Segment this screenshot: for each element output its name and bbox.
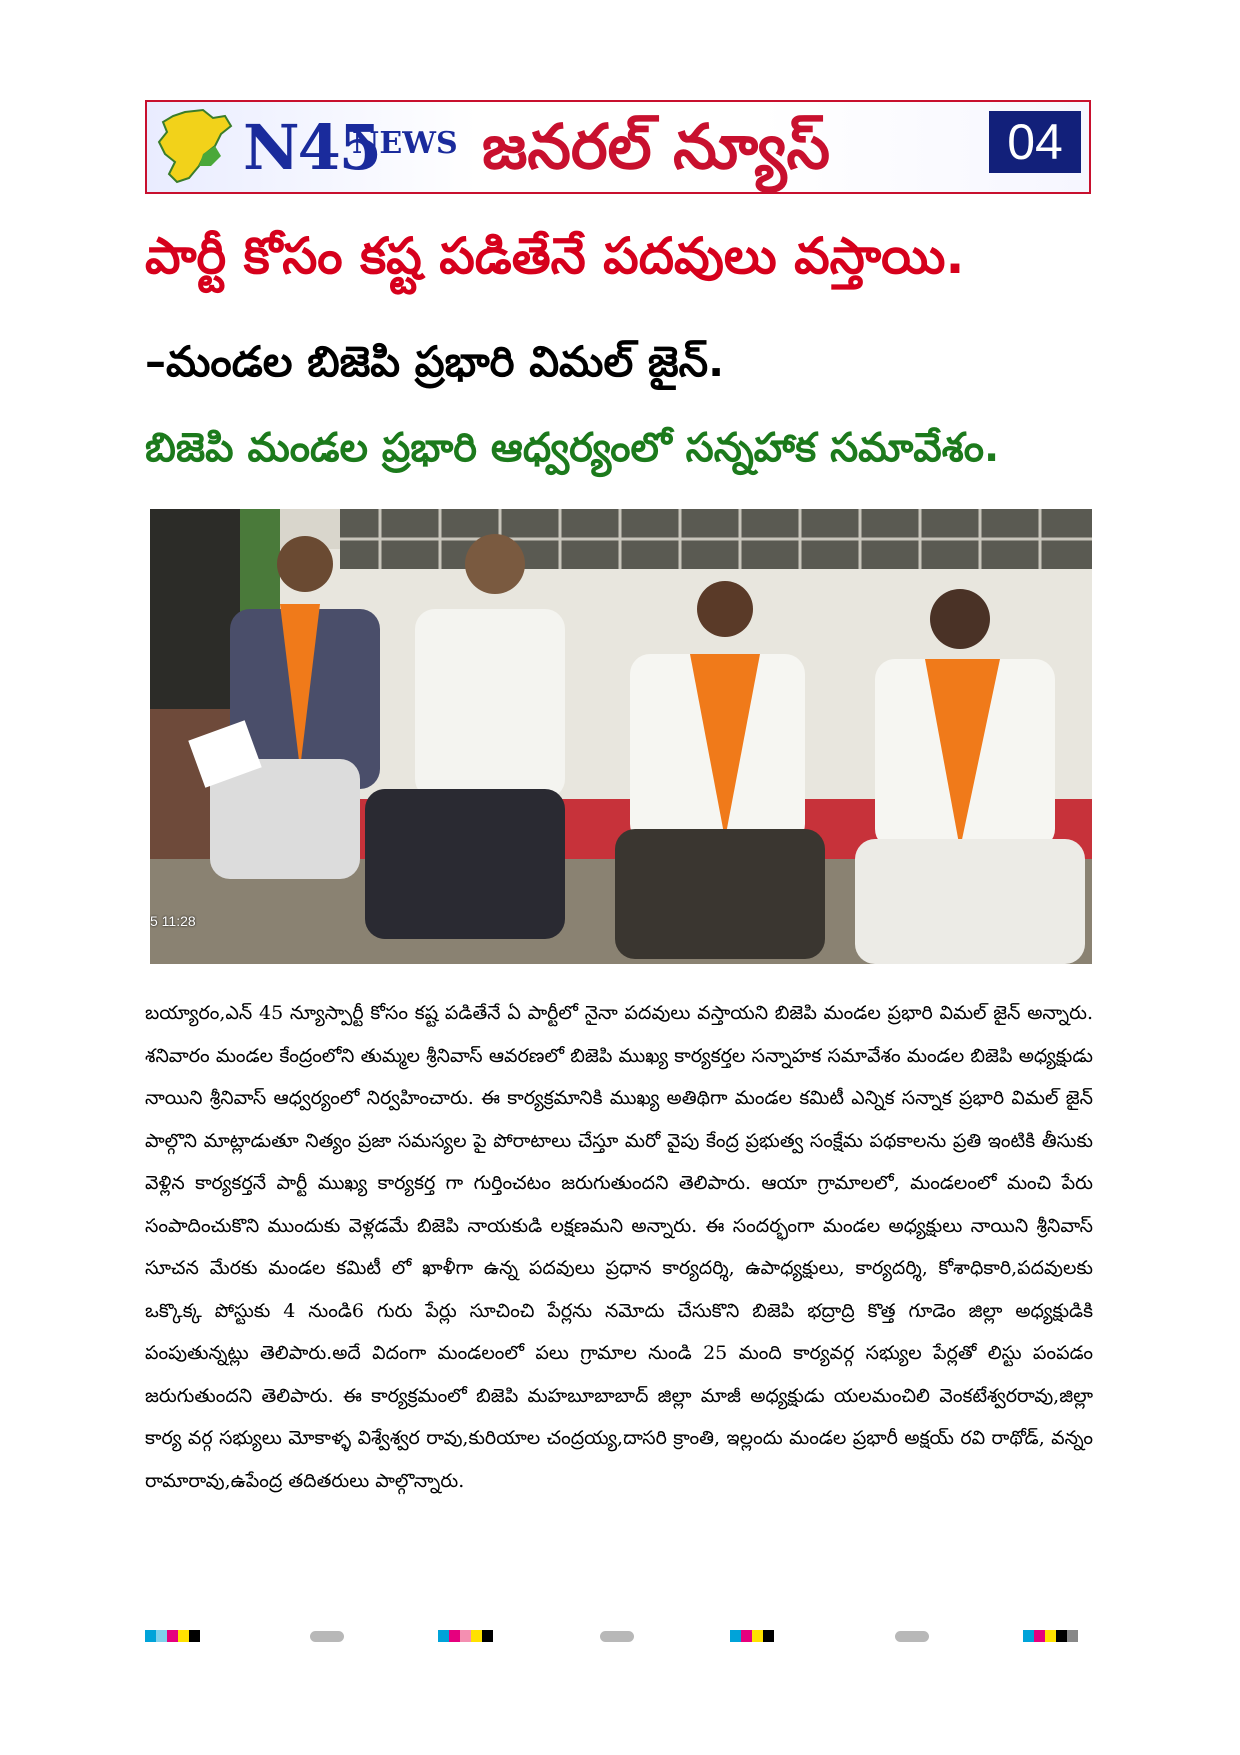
article-headline: పార్టీ కోసం కష్ట పడితేనే పదవులు వస్తాయి. bbox=[145, 227, 965, 285]
section-title: జనరల్ న్యూస్ bbox=[482, 110, 831, 183]
color-bar-3 bbox=[730, 1630, 785, 1642]
article-body: బయ్యారం,ఎన్ 45 న్యూస్పార్టీ కోసం కష్ట పడితేనే ఏ పార్టీలో నైనా పదవులు వస్తాయని బిజెపి మండల ప్రభారి విమల్ జైన్ అన్నారు. శనివారం మండల కేంద్రంలోని తుమ్మల శ్రీనివాస్ ఆవరణలో బిజెపి ముఖ్య కార్యకర్తల సన్నాహక సమావేశం మండల బిజెపి అధ్యక్షుడు నాయిని శ్రీనివాస్ ఆధ్వర్యంలో నిర్వహించారు. ఈ కార్యక్రమానికి ముఖ్య అతిథిగా మండల కమిటీ ఎన్నిక సన్నాక ప్రభారి విమల్ జైన్ పాల్గొని మాట్లాడుతూ నిత్యం ప్రజా సమస్యల పై పోరాటాలు చేస్తూ మరో వైపు కేంద్ర ప్రభుత్వ సంక్షేమ పథకాలను ప్రతి ఇంటికి తీసుకు వెళ్లిన కార్యకర్తనే పార్టీ ముఖ్య కార్యకర్త గా గుర్తించటం జరుగుతుందని తెలిపారు. ఆయా గ్రామాలలో, మండలంలో మంచి పేరు సంపాదించుకొని ముందుకు వెళ్లడమే బిజెపి నాయకుడి లక్షణమని అన్నారు. ఈ సందర్భంగా మండల అధ్యక్షులు నాయిని శ్రీనివాస్ సూచన మేరకు మండల కమిటీ లో ఖాళీగా ఉన్న పదవులు ప్రధాన కార్యదర్శి, ఉపాధ్యక్షులు, కార్యదర్శి, కోశాధికారి,పదవులకు ఒక్కొక్క పోస్టుకు 4 నుండి6 గురు పేర్లు సూచించి పేర్లను నమోదు చేసుకొని బిజెపి భద్రాద్రి కొత్త గూడెం జిల్లా అధ్యక్షుడికి పంపుతున్నట్లు తెలిపారు.అదే విదంగా మండలంలో పలు గ్రామాల నుండి 25 మంది కార్యవర్గ సభ్యుల పేర్లతో లిస్టు పంపడం జరుగుతుందని తెలిపారు. ఈ కార్యక్రమంలో బిజెపి మహబూబాబాద్ జిల్లా మాజీ అధ్యక్షుడు యలమంచిలి వెంకటేశ్వరరావు,జిల్లా కార్య వర్గ సభ్యులు మోకాళ్ళ విశ్వేశ్వర రావు,కురియాల చంద్రయ్య,దాసరి క్రాంతి, ఇల్లందు మండల ప్రభారీ అక్షయ్ రవి రాథోడ్, వన్నం రామారావు,ఉపేంద్ర తదితరులు పాల్గొన్నారు. bbox=[145, 1002, 1093, 1492]
meeting-photo-illustration bbox=[150, 509, 1092, 964]
brand-logo-n45: N45 bbox=[243, 111, 380, 184]
registration-pill-3 bbox=[895, 1631, 929, 1642]
page-number-badge: 04 bbox=[989, 111, 1081, 173]
brand-logo-news: NEWS bbox=[352, 126, 458, 161]
registration-pill-1 bbox=[310, 1631, 344, 1642]
article-subheadline: –మండల బిజెపి ప్రభారి విమల్ జైన్. bbox=[145, 337, 725, 386]
article-photo bbox=[150, 509, 1092, 964]
photo-timestamp: 5 11:28 bbox=[150, 913, 196, 929]
masthead bbox=[145, 100, 1091, 194]
color-bar-4 bbox=[1023, 1630, 1078, 1642]
state-map-logo bbox=[155, 108, 235, 186]
registration-pill-2 bbox=[600, 1631, 634, 1642]
color-bar-1 bbox=[145, 1630, 200, 1642]
print-registration-marks bbox=[145, 1630, 1095, 1646]
article-subheadline-secondary: బిజెపి మండల ప్రభారి ఆధ్వర్యంలో సన్నహాక సమావేశం. bbox=[145, 425, 1000, 471]
color-bar-2 bbox=[438, 1630, 493, 1642]
